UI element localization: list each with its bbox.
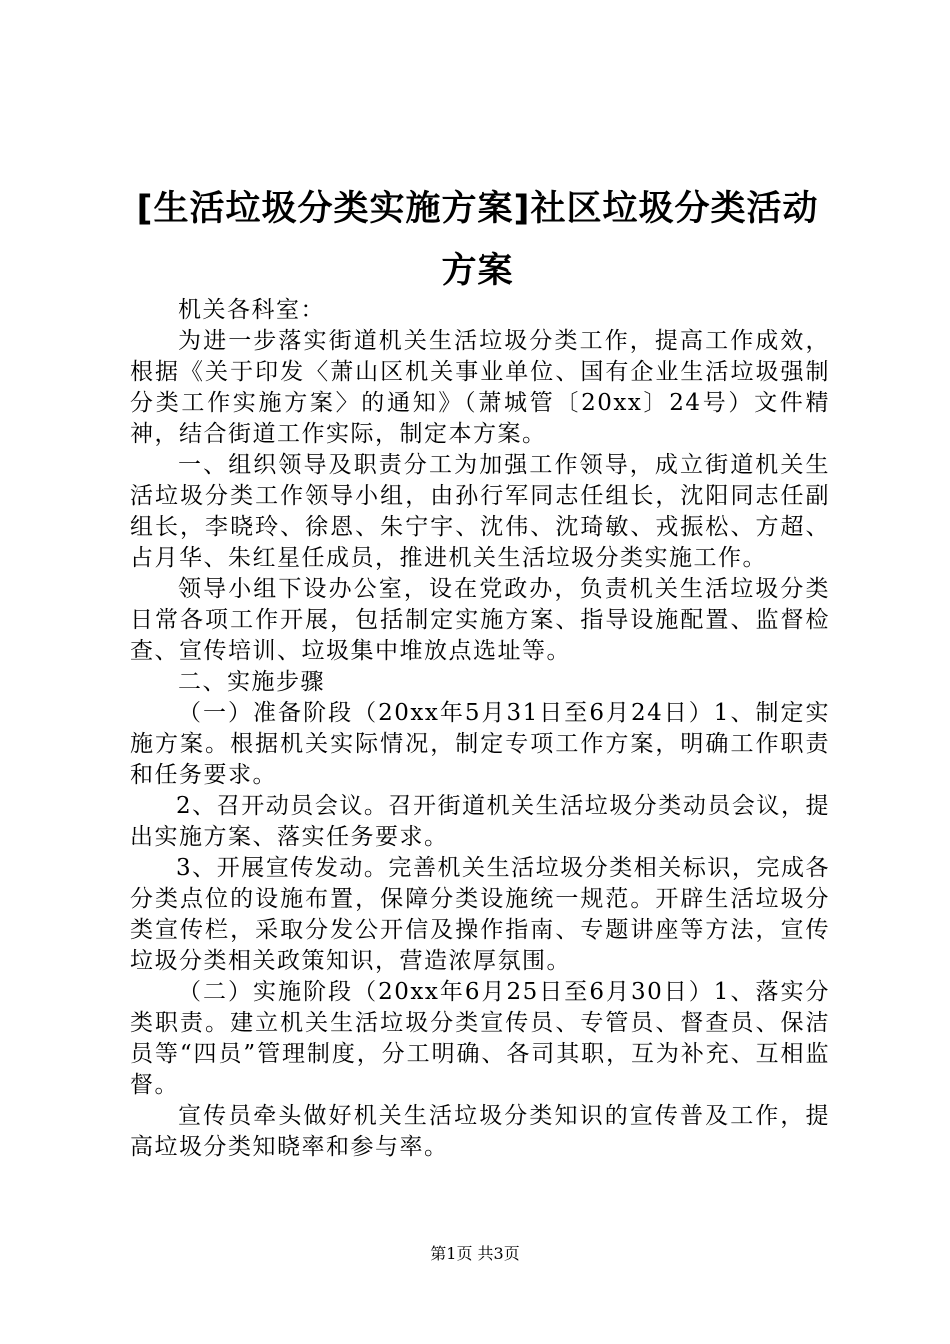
paragraph-publicity: 3、开展宣传发动。完善机关生活垃圾分类相关标识，完成各分类点位的设施布置，保障分类设施统一规范。开辟生活垃圾分类宣传栏，采取分发公开信及操作指南、专题讲座等方法，宣传垃圾分类相关政策知识，营造浓厚氛围。 xyxy=(130,855,830,974)
section-heading-steps: 二、实施步骤 xyxy=(178,669,325,695)
paragraph-meeting: 2、召开动员会议。召开街道机关生活垃圾分类动员会议，提出实施方案、落实任务要求。 xyxy=(130,793,830,850)
paragraph-implementation: （二）实施阶段（20xx年6月25日至6月30日）1、落实分类职责。建立机关生活垃圾分类宣传员、专管员、督查员、保洁员等“四员”管理制度，分工明确、各司其职，互为补充、互相监督。 xyxy=(130,979,830,1098)
paragraph-intro: 为进一步落实街道机关生活垃圾分类工作，提高工作成效，根据《关于印发〈萧山区机关事业单位、国有企业生活垃圾强制分类工作实施方案〉的通知》（萧城管〔20xx〕24号）文件精神，结合街道工作实际，制定本方案。 xyxy=(130,328,830,447)
salutation: 机关各科室： xyxy=(178,297,325,323)
page-number-footer: 第1页 共3页 xyxy=(430,1244,520,1263)
paragraph-organization: 一、组织领导及职责分工为加强工作领导，成立街道机关生活垃圾分类工作领导小组，由孙行军同志任组长，沈阳同志任副组长，李晓玲、徐恩、朱宁宇、沈伟、沈琦敏、戎振松、方超、占月华、朱红星任成员，推进机关生活垃圾分类实施工作。 xyxy=(130,452,830,571)
document-title: [生活垃圾分类实施方案]社区垃圾分类活动方案 xyxy=(136,189,819,291)
paragraph-publicist: 宣传员牵头做好机关生活垃圾分类知识的宣传普及工作，提高垃圾分类知晓率和参与率。 xyxy=(130,1103,830,1160)
document-body xyxy=(130,295,830,1163)
paragraph-office: 领导小组下设办公室，设在党政办，负责机关生活垃圾分类日常各项工作开展，包括制定实施方案、指导设施配置、监督检查、宣传培训、垃圾集中堆放点选址等。 xyxy=(130,576,830,664)
paragraph-preparation: （一）准备阶段（20xx年5月31日至6月24日）1、制定实施方案。根据机关实际情况，制定专项工作方案，明确工作职责和任务要求。 xyxy=(130,700,830,788)
